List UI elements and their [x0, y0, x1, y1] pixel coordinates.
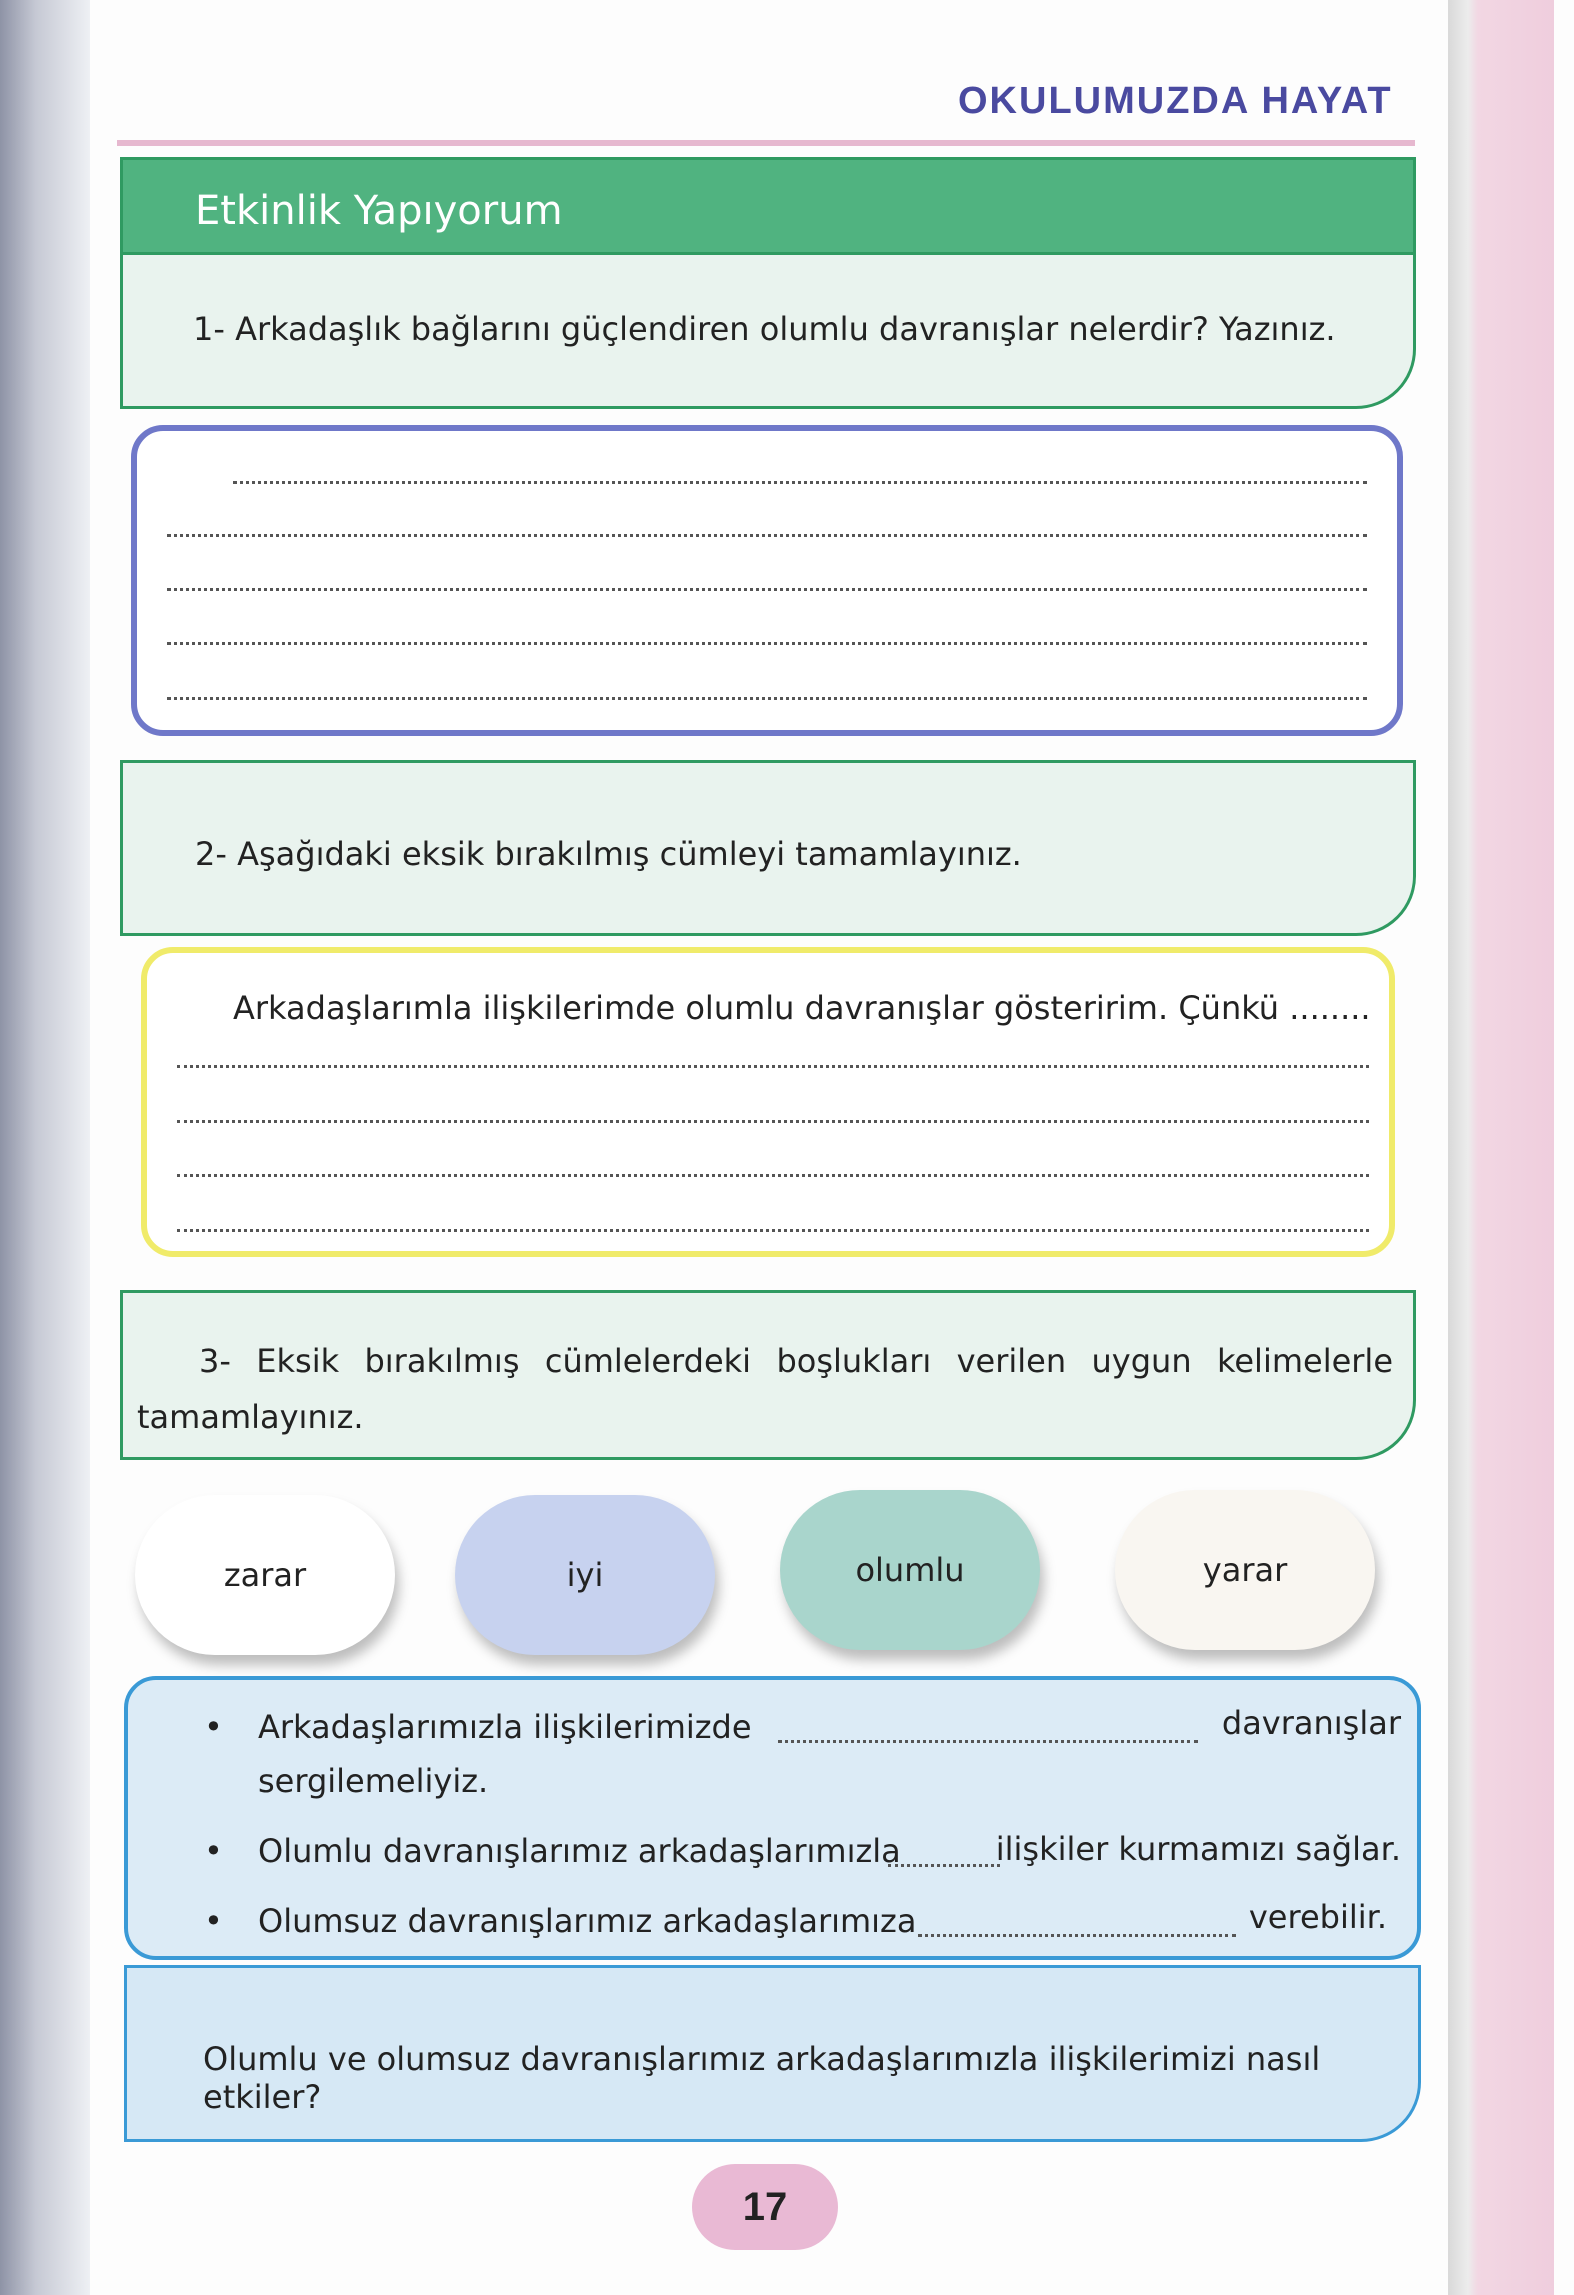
book-gutter	[0, 0, 90, 2295]
answer-box-1[interactable]	[131, 425, 1403, 736]
word-yarar: yarar	[1202, 1551, 1288, 1589]
question-1-text: 1- Arkadaşlık bağlarını güçlendiren olumlu davranışlar nelerdir? Yazınız.	[193, 310, 1336, 348]
sentence-2-start: Olumlu davranışlarımız arkadaşlarımızla	[258, 1832, 901, 1870]
word-cloud-iyi	[455, 1495, 715, 1655]
section-header: OKULUMUZDA HAYAT	[958, 80, 1393, 122]
fill-blank-box	[124, 1676, 1421, 1960]
sentence-prompt: Arkadaşlarımla ilişkilerimde olumlu davranışlar gösteririm. Çünkü ........	[233, 989, 1371, 1027]
activity-title: Etkinlik Yapıyorum	[195, 188, 563, 234]
sentence-1-end: sergilemeliyiz.	[258, 1762, 489, 1800]
sentence-2-end: ilişkiler kurmamızı sağlar.	[995, 1830, 1401, 1868]
question-4-box	[124, 1965, 1421, 2142]
sentence-1-middle: davranışlar	[1221, 1704, 1401, 1742]
answer-line[interactable]	[177, 1120, 1369, 1123]
word-olumlu: olumlu	[855, 1551, 965, 1589]
page-edge	[1448, 0, 1554, 2295]
question-2-box	[120, 760, 1416, 936]
sentence-1-start: Arkadaşlarımızla ilişkilerimizde	[258, 1708, 752, 1746]
question-3-text: 3- Eksik bırakılmış cümlelerdeki boşlukları verilen uygun kelimelerle tamamlayınız.	[137, 1342, 1393, 1436]
word-cloud-olumlu	[780, 1490, 1040, 1650]
answer-line[interactable]	[167, 534, 1367, 537]
question-4-text: Olumlu ve olumsuz davranışlarımız arkadaşlarımızla ilişkilerimizi nasıl etkiler?	[203, 2040, 1321, 2116]
header-divider	[117, 140, 1415, 146]
question-3-box	[120, 1290, 1416, 1460]
blank-2[interactable]	[888, 1864, 1000, 1867]
blank-3[interactable]	[918, 1934, 1236, 1937]
answer-line[interactable]	[167, 642, 1367, 645]
answer-line[interactable]	[177, 1065, 1369, 1068]
page-number: 17	[692, 2164, 838, 2250]
sentence-3-start: Olumsuz davranışlarımız arkadaşlarımıza	[258, 1902, 917, 1940]
bullet: •	[204, 1832, 223, 1870]
answer-line[interactable]	[177, 1229, 1369, 1232]
bullet: •	[204, 1708, 223, 1746]
word-zarar: zarar	[223, 1556, 307, 1594]
word-cloud-yarar	[1115, 1490, 1375, 1650]
answer-box-2[interactable]	[141, 947, 1395, 1257]
bullet: •	[204, 1902, 223, 1940]
activity-title-banner	[120, 157, 1416, 255]
answer-line[interactable]	[167, 697, 1367, 700]
answer-line[interactable]	[167, 588, 1367, 591]
word-iyi: iyi	[566, 1556, 604, 1594]
answer-line[interactable]	[177, 1174, 1369, 1177]
word-cloud-zarar	[135, 1495, 395, 1655]
question-2-text: 2- Aşağıdaki eksik bırakılmış cümleyi tamamlayınız.	[195, 835, 1022, 873]
sentence-3-end: verebilir.	[1248, 1898, 1387, 1936]
answer-line[interactable]	[233, 481, 1367, 484]
blank-1[interactable]	[778, 1740, 1198, 1743]
